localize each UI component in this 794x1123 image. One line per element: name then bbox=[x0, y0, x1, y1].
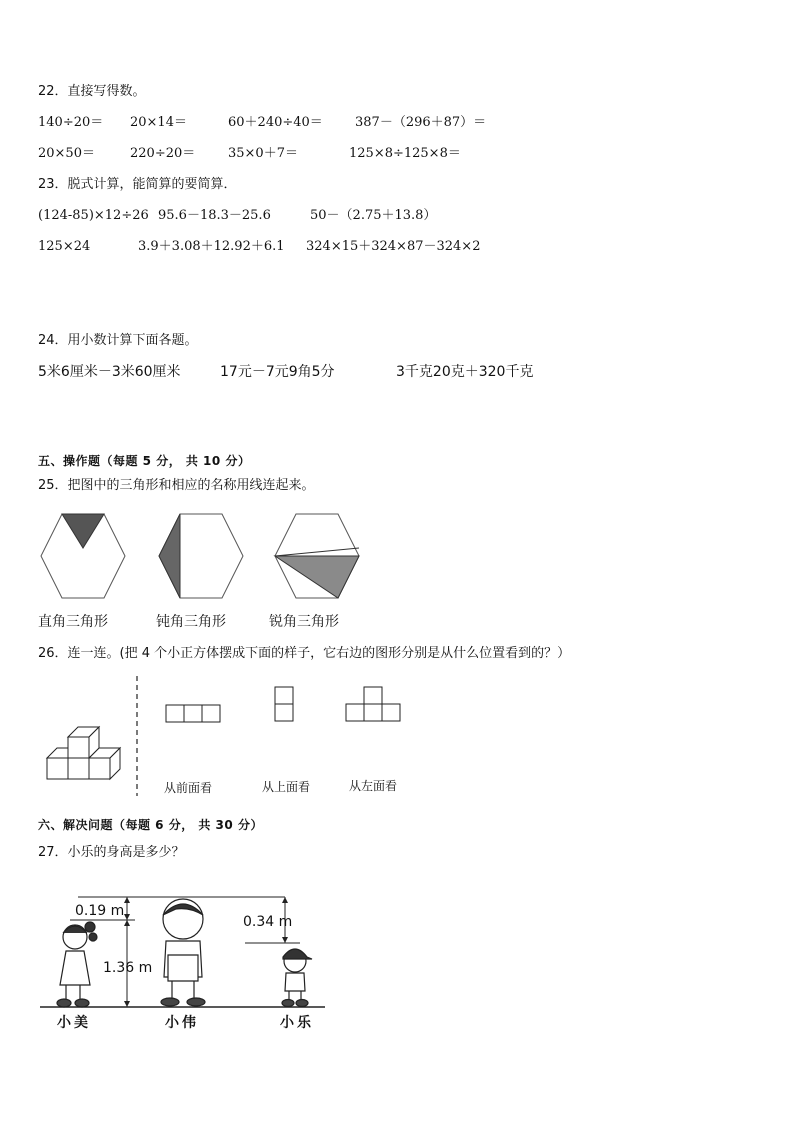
q27-name-xiaomei: 小美 bbox=[57, 1015, 91, 1031]
section-5-heading: 五、操作题（每题 5 分， 共 10 分） bbox=[38, 454, 251, 468]
q23-r2-c1: 125×24 bbox=[38, 239, 91, 254]
front-view-squares bbox=[166, 705, 220, 722]
q22-r2-c1: 20×50＝ bbox=[38, 146, 95, 161]
q27-dim-right: 0.34 m bbox=[243, 914, 293, 930]
q25-label-right: 直角三角形 bbox=[38, 614, 108, 630]
q26-label-front: 从前面看 bbox=[164, 781, 213, 795]
q24-title: 24．用小数计算下面各题。 bbox=[38, 333, 198, 348]
q22-r1-c2: 20×14＝ bbox=[130, 115, 187, 130]
q26-label-left: 从左面看 bbox=[349, 779, 398, 793]
q25-label-obtuse: 钝角三角形 bbox=[156, 614, 226, 630]
q27-dim-top: 0.19 m bbox=[75, 903, 125, 919]
q23-r1-c3: 50－（2.75＋13.8） bbox=[310, 208, 437, 223]
top-view-squares bbox=[275, 687, 293, 721]
q22-r2-c4: 125×8÷125×8＝ bbox=[349, 146, 461, 161]
q24-item-2: 17元－7元9角5分 bbox=[220, 364, 335, 380]
q22-r1-c3: 60＋240÷40＝ bbox=[228, 115, 323, 130]
boy-figure-xiaole bbox=[282, 949, 312, 1007]
q26-label-top: 从上面看 bbox=[262, 780, 311, 794]
hexagon-obtuse-triangle-figure bbox=[159, 514, 243, 598]
q27-dim-left: 1.36 m bbox=[103, 960, 153, 976]
q26-title: 26．连一连。(把 4 个小正方体摆成下面的样子，它右边的图形分别是从什么位置看到的？） bbox=[38, 646, 571, 661]
q27-name-xiaole: 小乐 bbox=[280, 1015, 314, 1031]
q23-r1-c1: (124-85)×12÷26 bbox=[38, 208, 149, 223]
q22-title: 22．直接写得数。 bbox=[38, 84, 146, 99]
section-6-heading: 六、解决问题（每题 6 分， 共 30 分） bbox=[38, 818, 263, 832]
q24-item-3: 3千克20克＋320千克 bbox=[396, 364, 534, 380]
q27-title: 27．小乐的身高是多少？ bbox=[38, 845, 185, 860]
cube-stack-3d bbox=[47, 727, 120, 779]
q25-label-acute: 锐角三角形 bbox=[269, 614, 339, 630]
q22-r2-c2: 220÷20＝ bbox=[130, 146, 196, 161]
hexagon-right-triangle-figure bbox=[41, 514, 125, 598]
q23-title: 23．脱式计算，能简算的要简算． bbox=[38, 177, 237, 192]
q25-hexagon-figures bbox=[0, 508, 794, 608]
q27-name-xiaowei: 小伟 bbox=[165, 1015, 199, 1031]
q23-r2-c3: 324×15＋324×87－324×2 bbox=[306, 239, 481, 254]
q25-title: 25．把图中的三角形和相应的名称用线连起来。 bbox=[38, 478, 315, 493]
q22-r2-c3: 35×0＋7＝ bbox=[228, 146, 298, 161]
q23-r2-c2: 3.9＋3.08＋12.92＋6.1 bbox=[138, 239, 285, 254]
left-view-squares bbox=[346, 687, 400, 721]
q24-item-1: 5米6厘米－3米60厘米 bbox=[38, 364, 181, 380]
hexagon-acute-triangle-figure bbox=[275, 514, 359, 598]
q22-r1-c4: 387－（296＋87）＝ bbox=[355, 115, 487, 130]
q22-r1-c1: 140÷20＝ bbox=[38, 115, 104, 130]
q23-r1-c2: 95.6－18.3－25.6 bbox=[158, 208, 271, 223]
girl-figure-xiaomei bbox=[57, 922, 97, 1007]
boy-figure-xiaowei bbox=[161, 899, 205, 1006]
